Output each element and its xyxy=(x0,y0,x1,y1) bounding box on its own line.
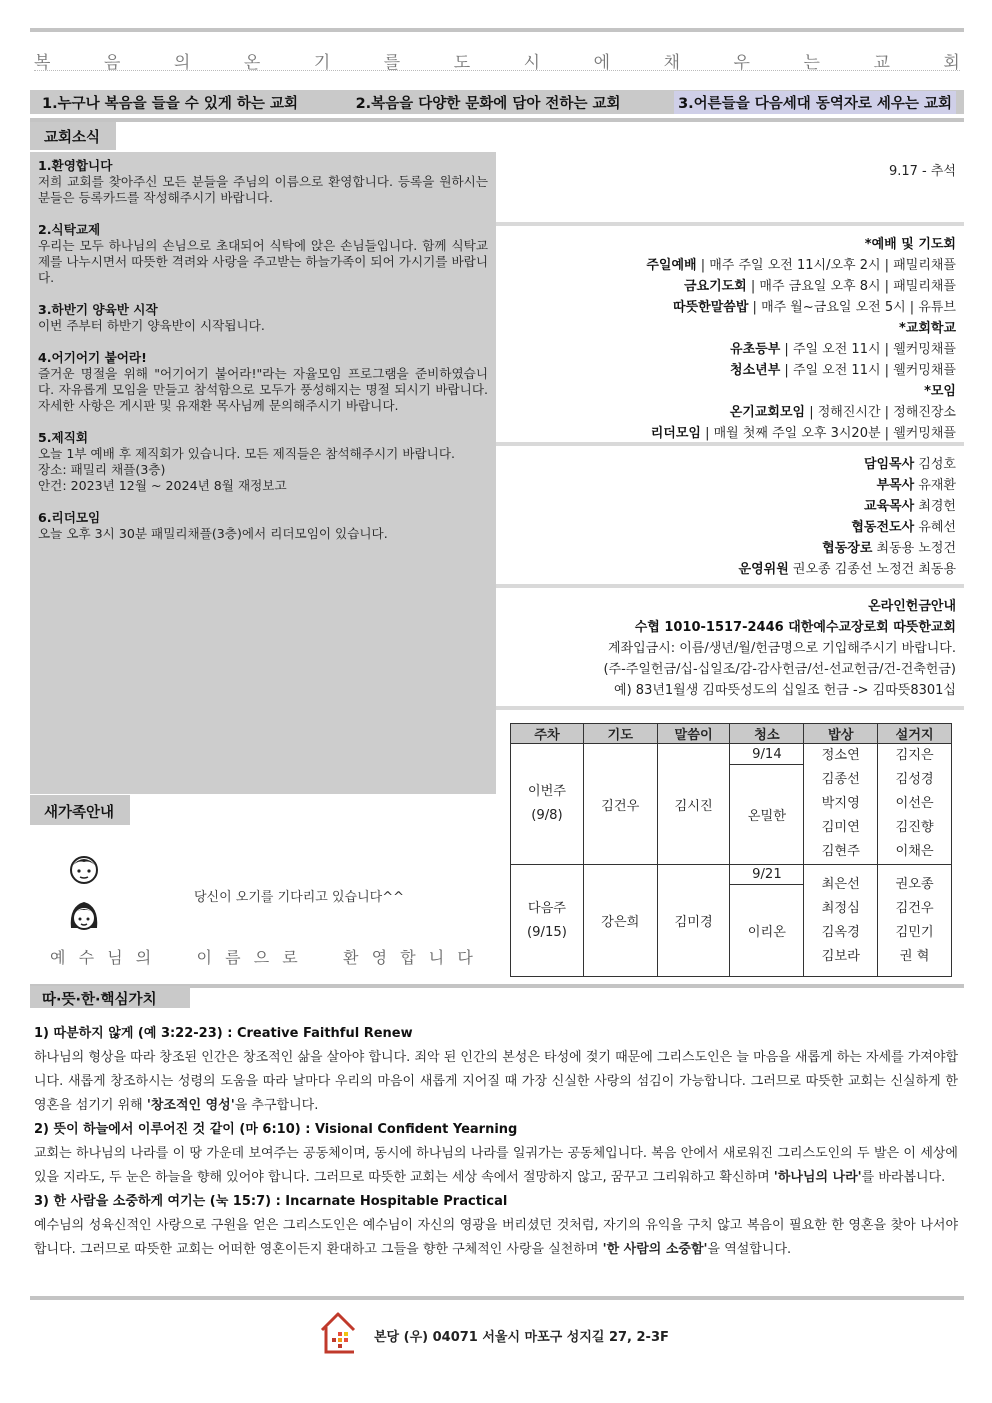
vision-2: 2.복음을 다양한 문화에 담아 전하는 교회 xyxy=(355,95,621,112)
footer-rule xyxy=(30,1296,964,1300)
staff-row: 담임목사 김성호 xyxy=(863,457,956,472)
meeting-heading: *모임 xyxy=(924,384,956,399)
offering-rule xyxy=(496,706,964,710)
offering-note: 계좌입금시: 이름/생년/월/헌금명으로 기입해주시기 바랍니다. xyxy=(608,641,956,656)
news-title: 3.하반기 양육반 시작 xyxy=(38,302,158,317)
col-header: 청소 xyxy=(730,724,804,744)
value-body: 교회는 하나님의 나라를 이 땅 가운데 보여주는 공동체이며, 동시에 하나님의 나라를 일궈가는 공동체입니다. 복음 안에서 새로워진 그리스도인의 두 발은 이 세상에 있을 지라도, 두 눈은 하늘을 향해 있어야 합니다. 그러므로 따뜻한 교회는 세상 속에서 절망하지 않고, 꿈꾸고 그리워하고 확신하며 '하나님의 나라'를 바라봅니다. xyxy=(34,1146,958,1185)
news-item xyxy=(38,430,488,494)
worship-row: 따뜻한말씀밥 | 매주 월~금요일 오전 5시 | 유튜브 xyxy=(673,300,956,315)
meeting-row: 리더모임 | 매월 첫째 주일 오후 3시20분 | 웰커밍채플 xyxy=(650,426,956,441)
word-cell: 김시진 xyxy=(657,744,730,865)
news-item xyxy=(38,350,488,414)
core-values xyxy=(34,1022,958,1262)
school-row: 청소년부 | 주일 오전 11시 | 웰커밍채플 xyxy=(730,363,956,378)
value-heading: 1) 따분하지 않게 (예 3:22-23) : Creative Faithful Renew xyxy=(34,1026,413,1041)
staff-row: 협동장로 최동용 노정건 xyxy=(822,541,956,556)
prayer-cell: 강은희 xyxy=(583,865,657,977)
col-header: 말씀이 xyxy=(657,724,730,744)
newfamily-message: 당신이 오기를 기다리고 있습니다^^ xyxy=(194,890,404,905)
news-body: 오늘 오후 3시 30분 패밀리채플(3층)에서 리더모임이 있습니다. xyxy=(38,526,388,541)
col-header: 주차 xyxy=(511,724,584,744)
clean-date-cell: 9/14 xyxy=(730,744,804,765)
clean-date-cell: 9/21 xyxy=(730,865,804,885)
news-title: 1.환영합니다 xyxy=(38,158,113,173)
dish-cell: 김지은 김성경 이선은 김진향 이채은 xyxy=(878,744,952,865)
vision-3: 3.어른들을 다음세대 동역자로 세우는 교회 xyxy=(674,91,956,114)
school-row: 유초등부 | 주일 오전 11시 | 웰커밍채플 xyxy=(730,342,956,357)
footer-address: 본당 (우) 04071 서울시 마포구 성지길 27, 2-3F xyxy=(374,1330,669,1345)
news-title: 2.식탁교제 xyxy=(38,222,101,237)
offering-title: 온라인헌금안내 xyxy=(868,599,956,614)
week-cell: 다음주 (9/15) xyxy=(511,865,584,977)
news-title: 5.제직회 xyxy=(38,430,89,445)
church-logo-icon xyxy=(318,1310,358,1356)
holiday-note: 9.17 - 추석 xyxy=(888,164,956,179)
news-tab: 교회소식 xyxy=(30,122,116,150)
vision-bar xyxy=(30,90,964,114)
clean-cell: 온밀한 xyxy=(730,765,804,865)
motto-underline xyxy=(34,70,960,71)
top-rule xyxy=(30,28,964,32)
staff-row: 협동전도사 유혜선 xyxy=(851,520,956,535)
staff-row: 운영위원 권오종 김종선 노정건 최동용 xyxy=(738,562,956,577)
word-cell: 김미경 xyxy=(657,865,730,977)
staff-box xyxy=(496,442,964,580)
col-header: 밥상 xyxy=(804,724,878,744)
values-tab: 따·뜻·한·핵심가치 xyxy=(30,986,190,1008)
news-body: 이번 주부터 하반기 양육반이 시작됩니다. xyxy=(38,318,265,333)
offering-box xyxy=(496,584,964,706)
clean-cell: 이리온 xyxy=(730,885,804,977)
table-row xyxy=(511,744,952,765)
meeting-row: 온기교회모임 | 정해진시간 | 정해진장소 xyxy=(729,405,956,420)
table-header-row xyxy=(511,724,952,744)
news-body: 즐거운 명절을 위해 "어기어기 붙어라!"라는 자율모임 프로그램을 준비하였습니다. 자유롭게 모임을 만들고 참석함으로 모두가 풍성해지는 명절 되시기 바랍니다. 자세한 사항은 게시판 및 유재환 목사님께 문의해주시기 바랍니다. xyxy=(38,366,488,413)
school-heading: *교회학교 xyxy=(898,321,956,336)
worship-row: 금요기도회 | 매주 금요일 오후 8시 | 패밀리채플 xyxy=(683,279,956,294)
meal-cell: 최은선 최정심 김옥경 김보라 xyxy=(804,865,878,977)
vision-rule xyxy=(30,118,964,122)
church-motto: 복 음 의 온 기 를 도 시 에 채 우 는 교 회 xyxy=(34,53,960,73)
worship-row: 주일예배 | 매주 주일 오전 11시/오후 2시 | 패밀리채플 xyxy=(646,258,956,273)
news-panel xyxy=(30,152,496,794)
col-header: 설거지 xyxy=(878,724,952,744)
staff-row: 교육목사 최경헌 xyxy=(863,499,956,514)
staff-row: 부목사 유재환 xyxy=(876,478,956,493)
news-body: 안건: 2023년 12월 ~ 2024년 8월 재정보고 xyxy=(38,478,287,493)
news-body: 장소: 패밀리 채플(3층) xyxy=(38,462,166,477)
worship-heading: *예배 및 기도회 xyxy=(864,237,956,252)
offering-note: (주-주일헌금/십-십일조/감-감사헌금/선-선교헌금/건-건축헌금) xyxy=(603,662,956,677)
vision-1: 1.누구나 복음을 들을 수 있게 하는 교회 xyxy=(42,95,298,112)
worship-box xyxy=(496,222,964,441)
news-title: 4.어기어기 붙어라! xyxy=(38,350,147,365)
service-schedule-table xyxy=(510,723,952,977)
meal-cell: 정소연 김종선 박지영 김미연 김현주 xyxy=(804,744,878,865)
news-title: 6.리더모임 xyxy=(38,510,101,525)
prayer-cell: 김건우 xyxy=(583,744,657,865)
value-body: 하나님의 형상을 따라 창조된 인간은 창조적인 삶을 살아야 합니다. 죄악 된 인간의 본성은 타성에 젖기 때문에 그리스도인은 늘 마음을 새롭게 하는 자세를 가져야합니다. 새롭게 창조하시는 성령의 도움을 따라 날마다 우리의 마음이 새롭게 지어질 때 가장 신실한 사랑의 섬김이 가능합니다. 그러므로 따뜻한 교회는 신실하게 한 영혼을 섬기기 위해 '창조적인 영성'을 추구합니다. xyxy=(34,1050,958,1113)
col-header: 기도 xyxy=(583,724,657,744)
news-body: 우리는 모두 하나님의 손님으로 초대되어 식탁에 앉은 손님들입니다. 함께 식탁교제를 나누시면서 따뜻한 격려와 사랑을 주고받는 하늘가족이 되어 가시기를 바랍니다. xyxy=(38,238,488,285)
value-heading: 3) 한 사람을 소중하게 여기는 (눅 15:7) : Incarnate Hospitable Practical xyxy=(34,1194,508,1209)
news-body: 오늘 1부 예배 후 제직회가 있습니다. 모든 제직들은 참석해주시기 바랍니다. xyxy=(38,446,456,461)
woman-icon xyxy=(66,898,102,936)
value-body: 예수님의 성육신적인 사랑으로 구원을 얻은 그리스도인은 예수님이 자신의 영광을 버리셨던 것처럼, 자기의 유익을 구치 않고 복음이 필요한 한 영혼을 찾아 나서야 합니다. 그러므로 따뜻한 교회는 어떠한 영혼이든지 환대하고 그들을 향한 구체적인 사랑을 실천하며 '한 사람의 소중함'을 역설합니다. xyxy=(34,1218,958,1257)
news-item xyxy=(38,510,488,542)
news-body: 저희 교회를 찾아주신 모든 분들을 주님의 이름으로 환영합니다. 등록을 원하시는 분들은 등록카드를 작성해주시기 바랍니다. xyxy=(38,174,488,205)
value-heading: 2) 뜻이 하늘에서 이루어진 것 같이 (마 6:10) : Visional Confident Yearning xyxy=(34,1122,518,1137)
newfamily-tab: 새가족안내 xyxy=(30,795,130,825)
offering-note: 예) 83년1월생 김따뜻성도의 십일조 헌금 -> 김따뜻8301십 xyxy=(614,683,956,698)
news-item xyxy=(38,158,488,206)
news-item xyxy=(38,302,488,334)
newfamily-welcome: 예 수 님 의 이 름 으 로 환 영 합 니 다 xyxy=(50,948,474,967)
offering-account: 수협 1010-1517-2446 대한예수교장로회 따뜻한교회 xyxy=(634,620,956,635)
dish-cell: 권오종 김건우 김민기 권 혁 xyxy=(878,865,952,977)
news-item xyxy=(38,222,488,286)
table-row xyxy=(511,865,952,885)
man-icon xyxy=(68,852,100,886)
week-cell: 이번주 (9/8) xyxy=(511,744,584,865)
